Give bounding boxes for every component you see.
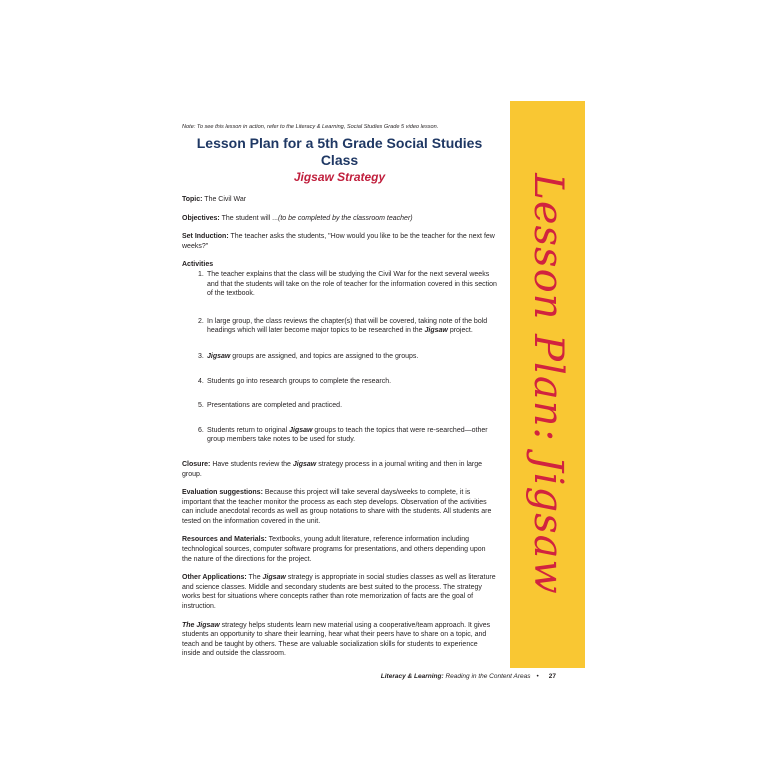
resources-text: Textbooks, young adult literature, reference information including technological sources, computer software programs for presentations, and others depending upon the nature of the directions for the project. [182, 536, 486, 563]
closure-text: Have students review the [210, 460, 293, 468]
evaluation-label: Evaluation suggestions: [182, 489, 263, 497]
footer-series-title: Literacy & Learning: [380, 673, 444, 680]
objectives-note: (to be completed by the classroom teacher) [277, 214, 413, 222]
activity-item [198, 317, 497, 336]
lesson-content [182, 124, 497, 668]
closing-jigsaw-term: The Jigsaw [182, 621, 220, 629]
activity-item [198, 426, 497, 445]
closure-text-end: strategy process in a journal writing and then in large group. [182, 460, 483, 478]
activity-text [207, 317, 497, 336]
activity-text-part: project. [447, 327, 473, 335]
activity-text-part: Students go into research groups to complete the research. [207, 377, 392, 385]
topic-text: The Civil War [202, 196, 247, 203]
closure-jigsaw-term: Jigsaw [292, 460, 317, 468]
page-title: Lesson Plan for a 5th Grade Social Studies Class [196, 135, 483, 168]
activity-text-part: Students return to original [207, 426, 290, 434]
activity-number: 6. [198, 426, 204, 434]
activity-text [207, 352, 418, 362]
activity-jigsaw-term: Jigsaw [207, 352, 231, 360]
activity-jigsaw-term: Jigsaw [289, 426, 313, 434]
page-number: 27 [548, 673, 556, 680]
closing-text: strategy helps students learn new material using a cooperative/team approach. It gives students an opportunity to share their learning, hear what their peers have to share on a topic, and teach and be taught by others. These are valuable socialization skills for students to experience inside and outside the classroom. [182, 621, 491, 658]
activity-item [198, 270, 497, 299]
objectives-text: The student will ... [219, 214, 278, 222]
video-note: Note: To see this lesson in action, refer to the Literacy & Learning, Social Studies Grade 5 video lesson. [182, 124, 439, 130]
activity-item [198, 352, 497, 362]
evaluation-paragraph [182, 488, 497, 526]
set-induction-paragraph [182, 232, 497, 251]
activities-list [182, 270, 497, 445]
activity-text-part: The teacher explains that the class will be studying the Civil War for the next several weeks and that the students will take on the role of teacher for the information covered in this section of the textbook. [207, 270, 497, 298]
topic-label: Topic: [182, 196, 203, 203]
activity-number: 4. [198, 377, 204, 385]
page-subtitle: Jigsaw Strategy [293, 170, 386, 184]
activity-item [198, 401, 497, 411]
activity-text [207, 270, 497, 299]
evaluation-text: Because this project will take several days/weeks to complete, it is important that the teacher monitor the process as each step develops. Observation of the activities can include anecdotal records as well as group notations to share with the students. All students are tested on the information covered in the unit. [182, 489, 492, 525]
closure-label: Closure: [182, 460, 211, 468]
resources-paragraph [182, 535, 497, 564]
footer-bullet: • [536, 673, 539, 680]
activity-item [198, 377, 497, 387]
activity-number: 1. [198, 270, 204, 278]
other-applications-jigsaw-term: Jigsaw [262, 574, 286, 582]
footer-book-title: Reading in the Content Areas [443, 673, 531, 680]
objectives-paragraph [182, 214, 497, 224]
activity-text-part: groups are assigned, and topics are assigned to the groups. [230, 352, 419, 360]
closing-paragraph [182, 621, 497, 659]
activity-number: 2. [198, 317, 204, 325]
other-applications-text: The [246, 574, 263, 582]
closure-paragraph [182, 460, 497, 479]
objectives-label: Objectives: [182, 214, 220, 222]
activity-number: 5. [198, 402, 204, 410]
activity-jigsaw-term: Jigsaw [424, 327, 448, 335]
sidebar-title: Lesson Plan: Jigsaw [525, 173, 571, 595]
other-applications-text-end: strategy is appropriate in social studies classes as well as literature and science classes. Middle and secondary students are best suited to the process. The strategy works best for situations where concepts rather than rote memorization of facts are the goal of instruction. [182, 574, 496, 611]
activity-text-part: In large group, the class reviews the chapter(s) that will be covered, taking note of the bold headings which will later become major topics to be researched in the [207, 317, 488, 335]
activity-text [207, 401, 342, 411]
resources-label: Resources and Materials: [182, 536, 267, 544]
page-footer [381, 673, 556, 680]
activity-text-part: Presentations are completed and practiced. [207, 402, 343, 410]
activity-text [207, 426, 497, 445]
activity-text [207, 377, 391, 387]
set-induction-text: The teacher asks the students, "How would you like to be the teacher for the next few weeks?" [182, 233, 495, 250]
set-induction-label: Set Induction: [182, 233, 229, 241]
activities-heading: Activities [182, 261, 214, 269]
topic-paragraph [182, 195, 497, 205]
activity-number: 3. [198, 352, 204, 360]
other-applications-paragraph [182, 573, 497, 611]
other-applications-label: Other Applications: [182, 574, 247, 582]
activity-text-part: groups to teach the topics that were re-searched—other group members take notes to be used for study. [207, 426, 488, 444]
